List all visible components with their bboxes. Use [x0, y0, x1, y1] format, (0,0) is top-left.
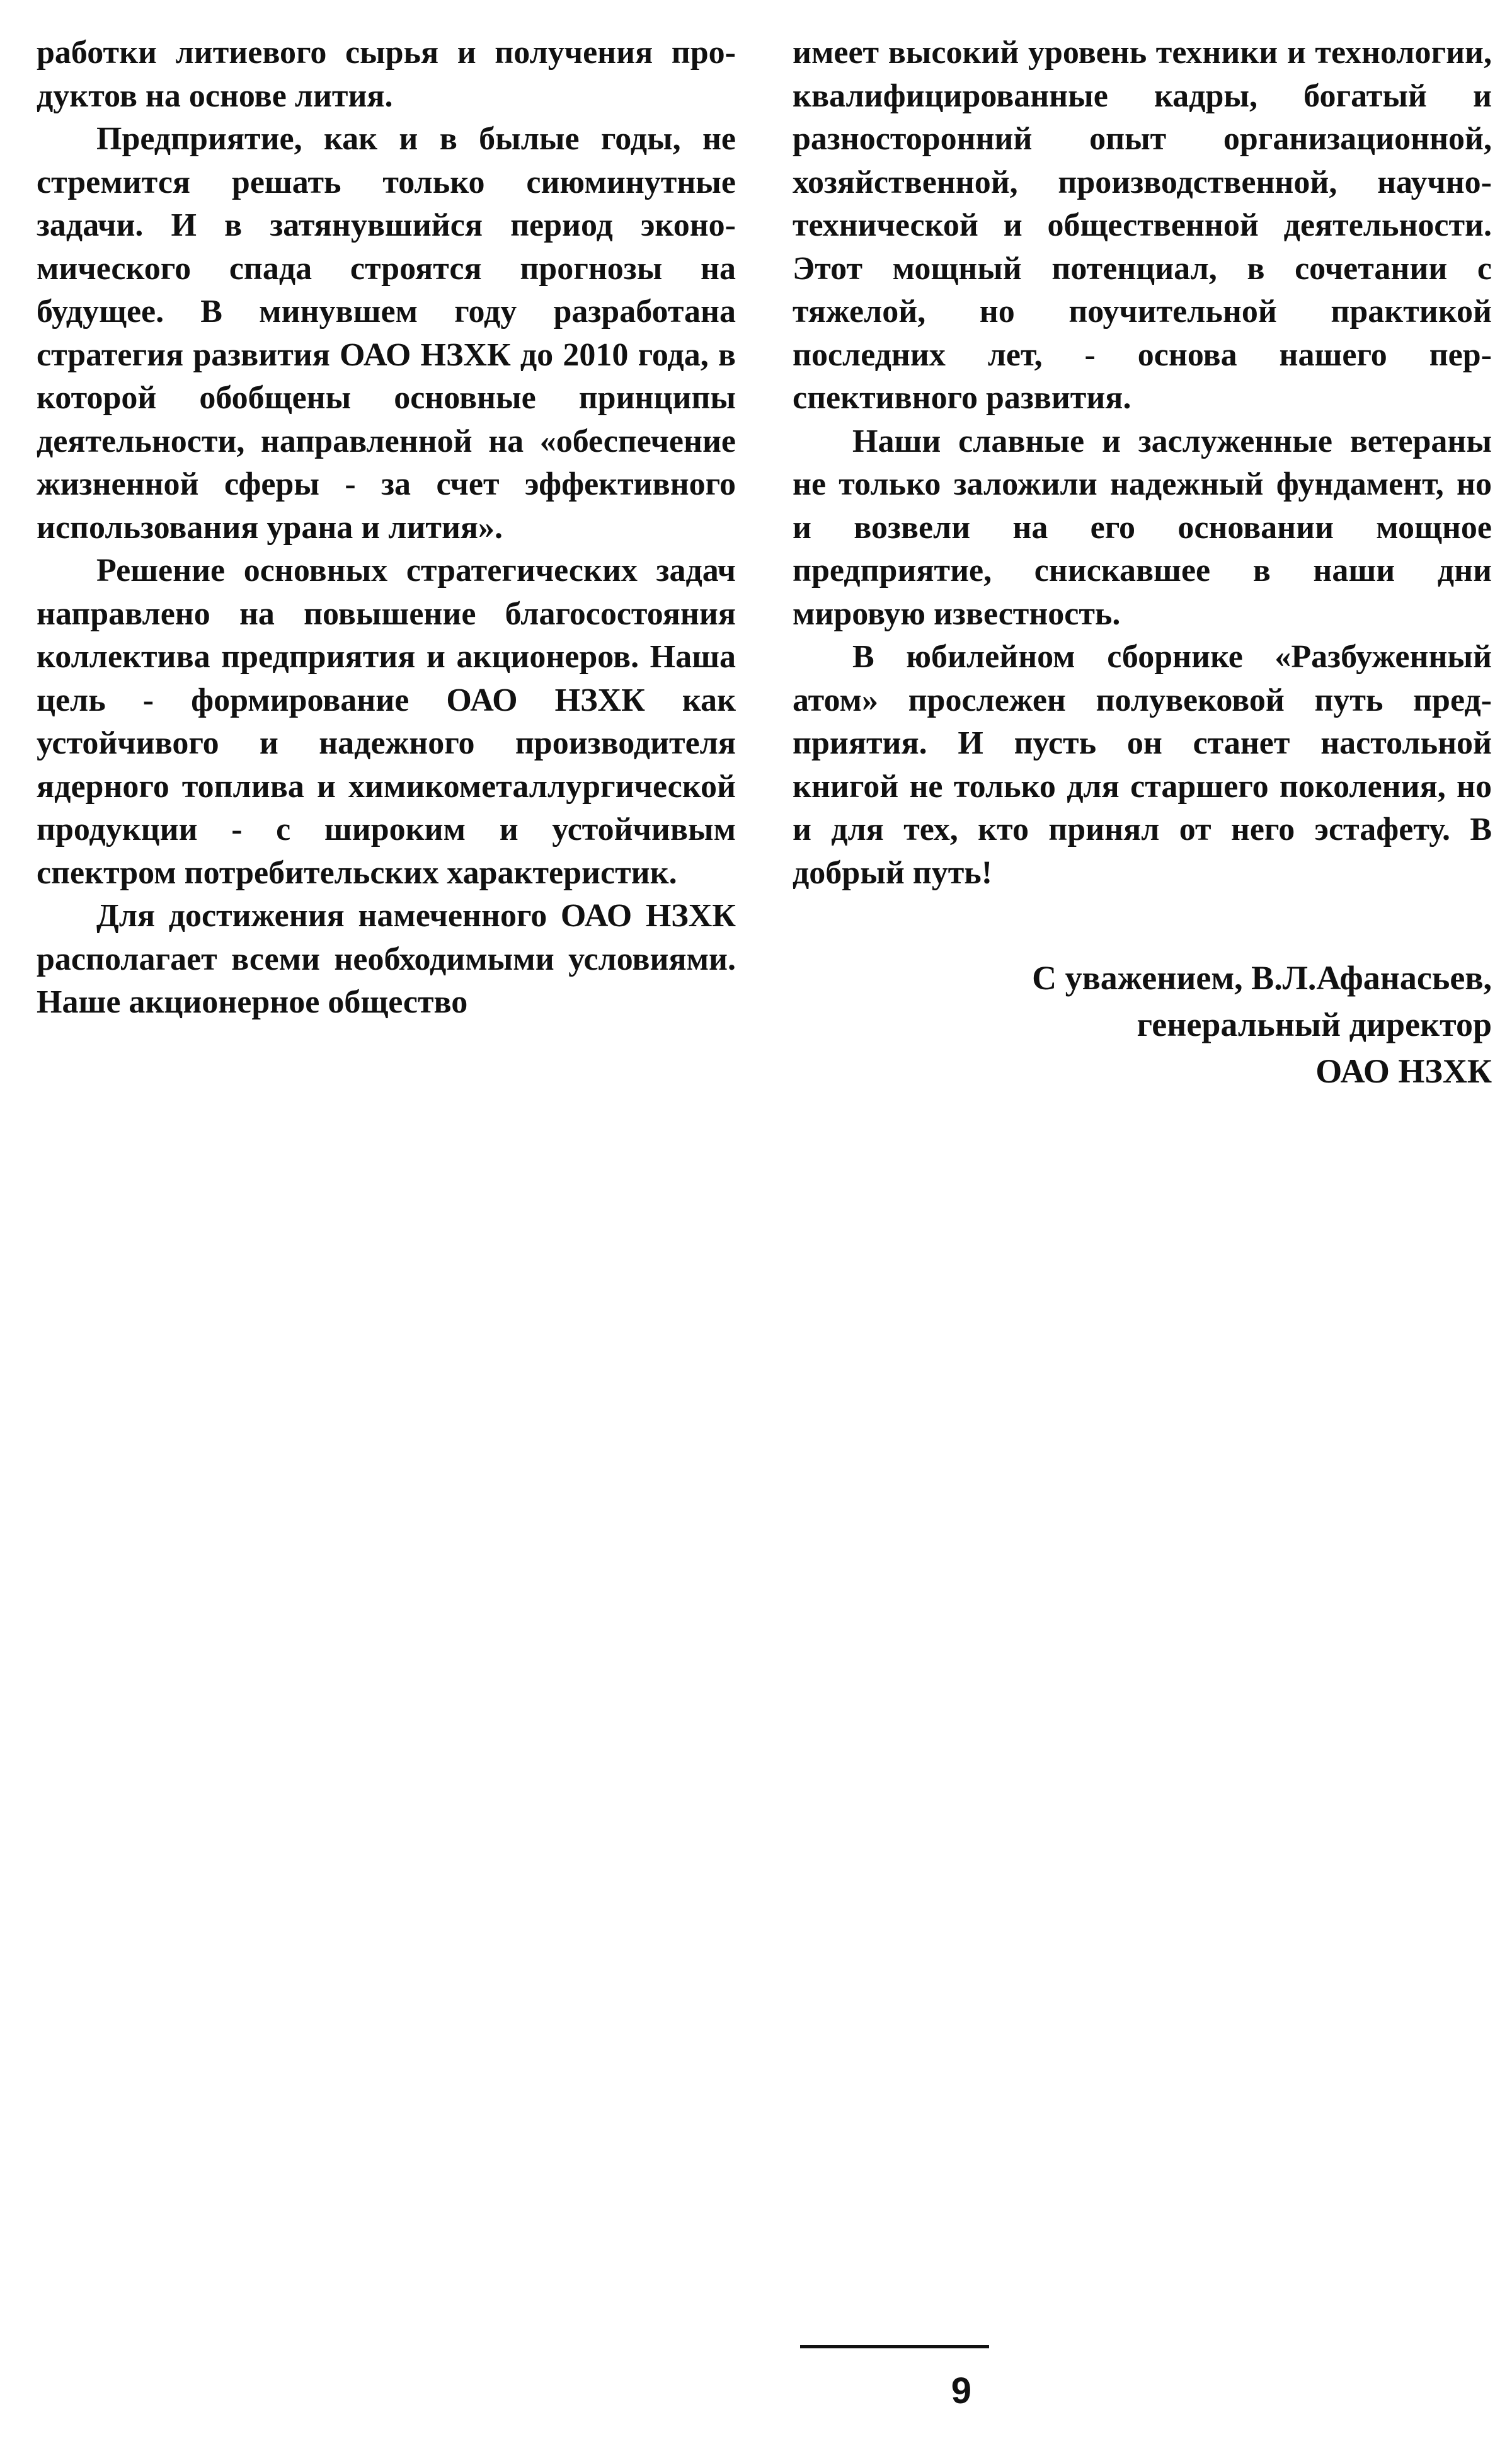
signature-block — [793, 955, 1492, 1094]
paragraph-continued: работки литиевого сырья и получения продуктов на основе лития. — [37, 35, 736, 114]
paragraph-potential: имеет высокий уровень техники и технологии, квалифицированные кадры, богатый и разносторонний опыт организационной, хозяйственной, производственной, научно-технической и общественной деятельности. Этот мощный потенциал, в сочетании с тяжелой, но поучительной практикой последних лет, - основа нашего перспективного развития. — [793, 35, 1492, 416]
page-footer — [800, 2345, 989, 2410]
paragraph-conditions: Для достижения намеченного ОАО НЗХК располагает всеми необходимыми условиями. Наше акционерное общество — [37, 898, 736, 1020]
footer-rule — [800, 2345, 989, 2348]
paragraph-anniversary-book: В юбилейном сборнике «Разбуженный атом» прослежен полувековой путь предприятия. И пусть он станет настольной книгой не только для старшего поколения, но и для тех, кто принял от него эстафету. В добрый путь! — [793, 639, 1492, 891]
right-column — [793, 32, 1492, 1094]
paragraph-enterprise-strategy: Предприятие, как и в былые годы, не стремится решать только сиюминутные задачи. И в затянувшийся период экономического спада строятся прогнозы на будущее. В минувшем году разработана стратегия развития ОАО НЗХК до 2010 года, в которой обобщены основные принципы деятельности, направленной на «обеспечение жизненной сферы - за счет эффективного использования урана и лития». — [37, 121, 736, 546]
paragraph-strategic-goals: Решение основных стратегических задач направлено на повышение благосостояния коллектива предприятия и акционеров. Наша цель - формирование ОАО НЗХК как устойчивого и надежного производителя ядерного топлива и химикометаллургической продукции - с широким и устойчивым спектром потребительских характеристик. — [37, 553, 736, 891]
paragraph-veterans: Наши славные и заслуженные ветераны не только заложили надежный фундамент, но и возвели на его основании мощное предприятие, снискавшее в наши дни мировую известность. — [793, 423, 1492, 632]
signature-organization: ОАО НЗХК — [1315, 1052, 1492, 1090]
text-columns — [37, 32, 1492, 1094]
page-number: 9 — [951, 2370, 971, 2411]
left-column — [37, 32, 736, 1094]
signature-greeting: С уважением, В.Л.Афанасьев, — [1032, 959, 1492, 997]
signature-position: генеральный директор — [1137, 1006, 1492, 1043]
